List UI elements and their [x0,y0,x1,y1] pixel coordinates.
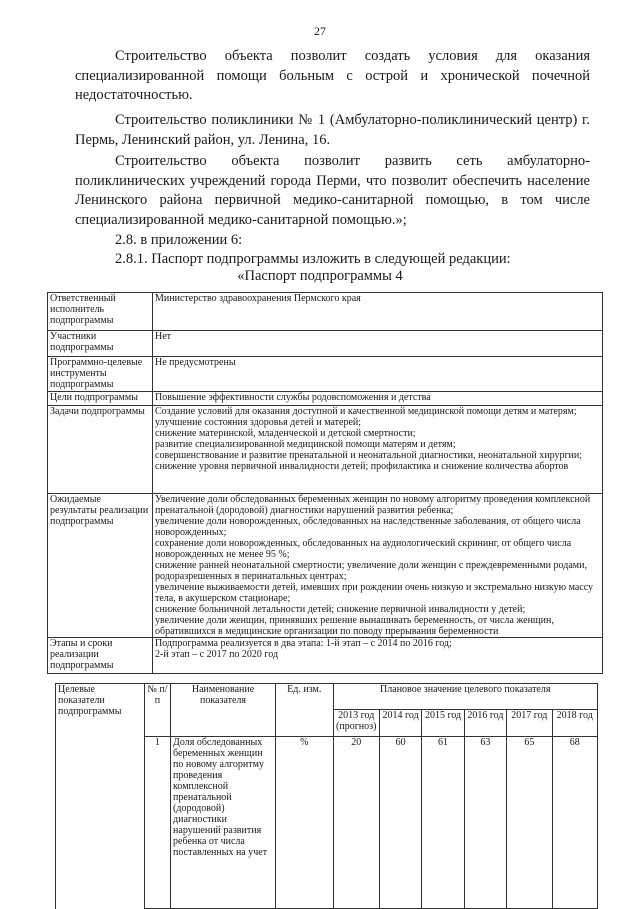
page-number: 27 [314,24,326,38]
passport-row [48,406,603,494]
targets-label: Целевые показатели подпрограммы [56,684,145,909]
row-value: 63 [464,737,506,909]
passport-label: Ожидаемые результаты реализации подпрограммы [48,494,153,638]
passport-row [48,331,603,357]
passport-value: Нет [153,331,603,357]
passport-label: Программно-целевые инструменты подпрограммы [48,357,153,392]
col-num-header: № п/п [144,684,170,737]
row-value: 61 [422,737,464,909]
year-header: 2013 год (прогноз) [333,710,379,737]
row-num: 1 [144,737,170,909]
passport-row [48,392,603,406]
passport-label: Цели подпрограммы [48,392,153,406]
row-unit: % [276,737,334,909]
col-name-header: Наименование показателя [171,684,276,737]
passport-value: Не предусмотрены [153,357,603,392]
col-unit-header: Ед. изм. [276,684,334,737]
passport-value: Министерство здравоохранения Пермского края [153,293,603,331]
year-header: 2014 год [379,710,421,737]
row-value: 68 [552,737,597,909]
passport-label: Участники подпрограммы [48,331,153,357]
passport-heading: «Паспорт подпрограммы 4 [237,268,403,284]
year-header: 2015 год [422,710,464,737]
passport-row [48,293,603,331]
row-name: Доля обследованных беременных женщин по новому алгоритму проведения комплексной пренатальной (дородовой) диагностики нарушений развития ребенка от числа поставленных на учет [171,737,276,909]
row-value: 20 [333,737,379,909]
col-plan-header: Плановое значение целевого показателя [333,684,597,710]
passport-value: Повышение эффективности службы родовспоможения и детства [153,392,603,406]
paragraph-5: 2.8.1. Паспорт подпрограммы изложить в следующей редакции: [115,251,511,267]
row-value: 65 [507,737,552,909]
passport-label: Задачи подпрограммы [48,406,153,494]
year-header: 2017 год [507,710,552,737]
year-header: 2018 год [552,710,597,737]
paragraph-3: Строительство объекта позволит развить сеть амбулаторно-поликлинических учреждений города Перми, что позволит обеспечить население Ленинского района первичной медико-санитарной помощью, в том числе специализированной медико-санитарной помощью.»; [75,153,590,228]
passport-value: Создание условий для оказания доступной и качественной медицинской помощи детям и матерям; улучшение состояния здоровья детей и матерей; снижение материнской, младенческой и детской смертности; развитие специализированной медицинской помощи матерям и детям; совершенствование и развитие пренатальной и неонатальной диагностики, неонатальной хирургии; снижение уровня первичной инвалидности детей; профилактика и снижение количества абортов [153,406,603,494]
year-header: 2016 год [464,710,506,737]
passport-label: Этапы и сроки реализации подпрограммы [48,638,153,674]
passport-row [48,494,603,638]
passport-value: Увеличение доли обследованных беременных женщин по новому алгоритму проведения комплексной пренатальной (дородовой) диагностики нарушений развития ребенка; увеличение доли новорожденных, обследованных на наследственные заболевания, от общего числа новорожденных; сохранение доли новорожденных, обследованных на аудиологический скрининг, от общего числа новорожденных не менее 95 %; снижение ранней неонатальной смертности; увеличение доли женщин с преждевременными родами, родоразрешенных в перинатальных центрах; увеличение выживаемости детей, имевших при рождении очень низкую и экстремально низкую массу тела, в акушерском стационаре; снижение больничной летальности детей; снижение первичной инвалидности у детей; увеличение доли женщин, принявших решение вынашивать беременность, от числа женщин, обратившихся в медицинские организации по поводу прерывания беременности [153,494,603,638]
paragraph-1: Строительство объекта позволит создать условия для оказания специализированной помощи больным с острой и хронической почечной недостаточностью. [75,48,590,103]
row-value: 60 [379,737,421,909]
passport-row [48,638,603,674]
targets-table [55,683,598,909]
passport-table [47,292,603,674]
passport-value: Подпрограмма реализуется в два этапа: 1-й этап – с 2014 по 2016 год; 2-й этап – с 2017 по 2020 год [153,638,603,674]
passport-label: Ответственный исполнитель подпрограммы [48,293,153,331]
paragraph-4: 2.8. в приложении 6: [115,232,243,248]
passport-row [48,357,603,392]
paragraph-2: Строительство поликлиники № 1 (Амбулаторно-поликлинический центр) г. Пермь, Ленинский район, ул. Ленина, 16. [75,112,590,148]
